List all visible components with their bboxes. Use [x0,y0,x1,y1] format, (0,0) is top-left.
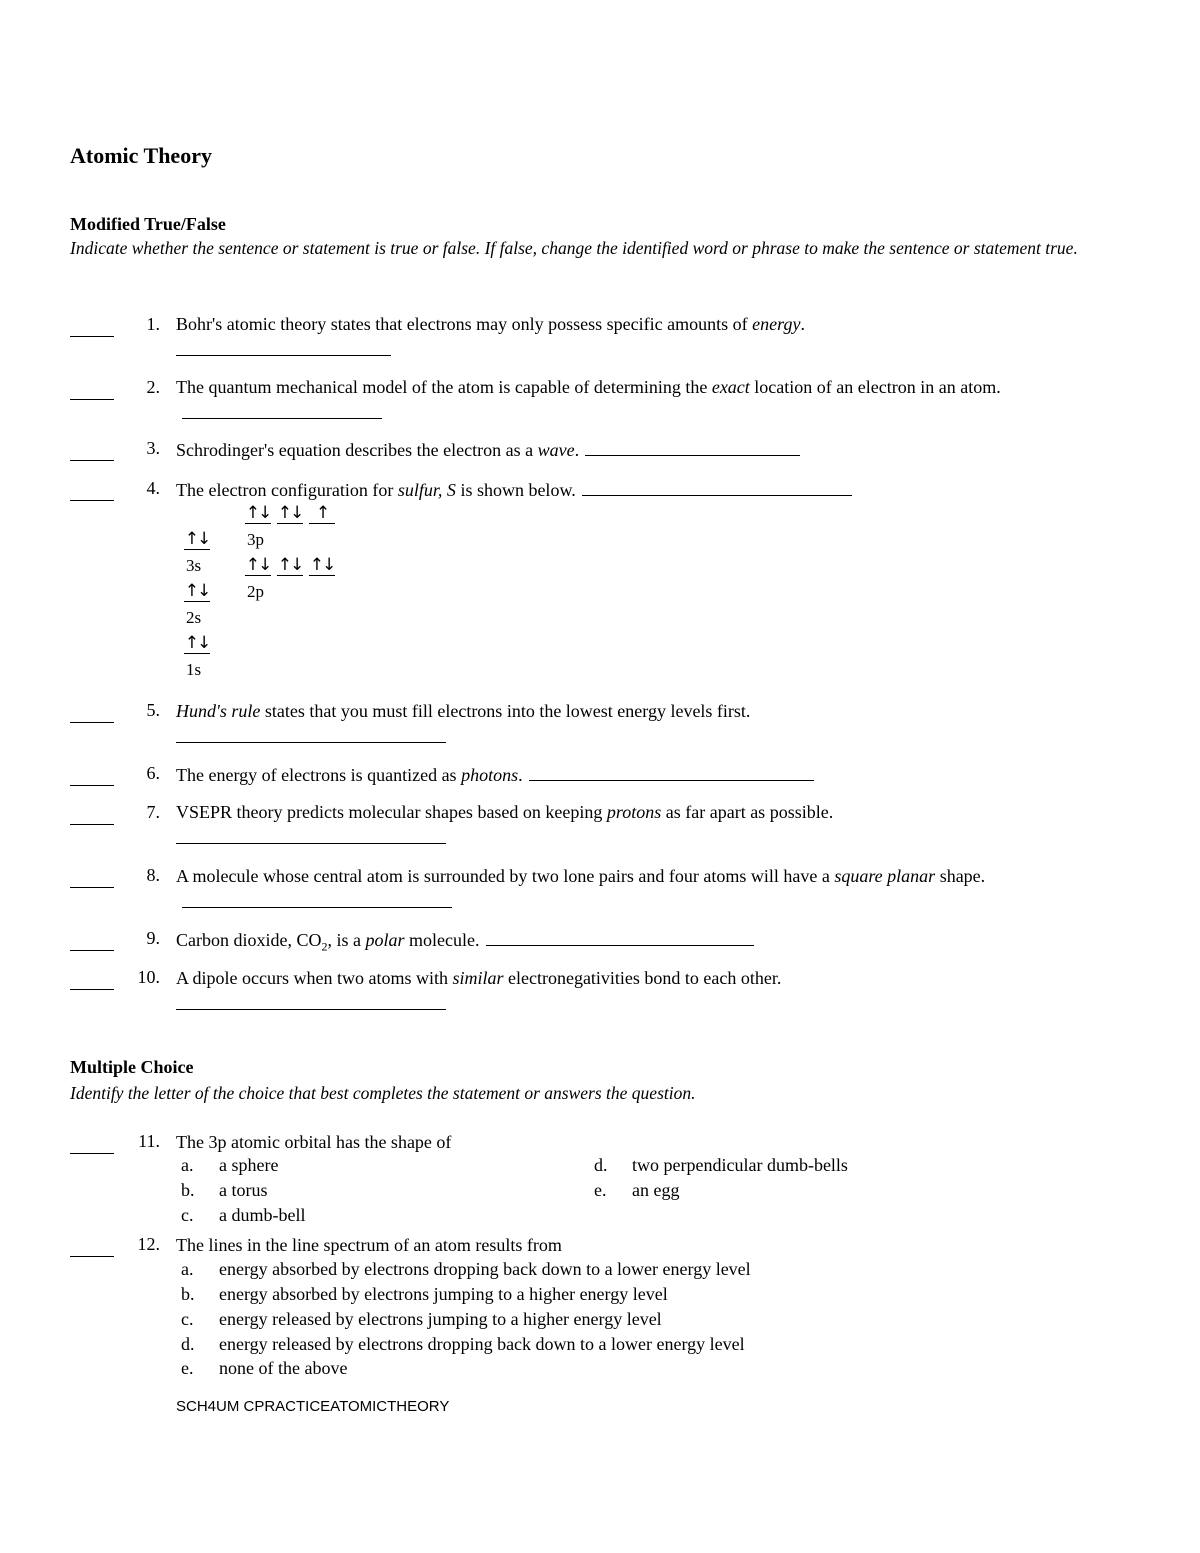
orbital-2p-label: 2p [247,582,264,601]
option-12e[interactable]: e. none of the above [181,1358,348,1378]
answer-blank-11[interactable] [70,1133,114,1154]
correction-blank-6[interactable] [529,762,814,781]
answer-blank-3[interactable] [70,440,114,461]
page-title: Atomic Theory [70,143,212,168]
question-number: 1. [146,314,160,334]
orbital-3p-label: 3p [247,530,264,549]
answer-blank-9[interactable] [70,930,114,951]
orbital-1s-label: 1s [186,660,202,679]
answer-blank-7[interactable] [70,804,114,825]
orbital-3s-label: 3s [186,556,202,575]
correction-blank-8[interactable] [182,889,452,908]
answer-blank-4[interactable] [70,480,114,501]
orbital-3p-boxes: ↑↓ ↑↓ ↑ [245,503,341,524]
question-7: VSEPR theory predicts molecular shapes based on keeping protons as far apart as possible. [176,800,1126,851]
question-4: The electron configuration for sulfur, S is shown below. [176,477,1126,503]
question-3: Schrodinger's equation describes the electron as a wave. [176,437,1126,463]
question-6: The energy of electrons is quantized as photons. [176,762,1126,788]
question-10: A dipole occurs when two atoms with similar electronegativities bond to each other. [176,966,1126,1017]
correction-blank-9[interactable] [486,927,754,946]
answer-blank-8[interactable] [70,867,114,888]
option-12c[interactable]: c. energy released by electrons jumping to a higher energy level [181,1309,662,1329]
question-number: 5. [146,700,160,720]
question-2: The quantum mechanical model of the atom is capable of determining the exact location of an electron in an atom. [176,375,1126,426]
question-12: The lines in the line spectrum of an atom results from [176,1235,562,1255]
tf-section-heading: Modified True/False [70,214,226,234]
question-number: 3. [146,438,160,458]
option-12b[interactable]: b. energy absorbed by electrons jumping to a higher energy level [181,1284,668,1304]
correction-blank-7[interactable] [176,825,446,844]
footer-code: SCH4UM CPRACTICEATOMICTHEORY [176,1398,450,1415]
orbital-3s-box: ↑↓ [184,529,210,549]
answer-blank-1[interactable] [70,316,114,337]
question-number: 4. [146,478,160,498]
tf-instructions: Indicate whether the sentence or statement is true or false. If false, change the identified word or phrase to make the sentence or statement true. [70,238,1078,258]
orbital-1s-box: ↑↓ [184,633,210,653]
mc-section-heading: Multiple Choice [70,1057,194,1077]
question-8: A molecule whose central atom is surrounded by two lone pairs and four atoms will have a square planar shape. [176,864,1126,915]
option-11b[interactable]: b. a torus [181,1180,268,1200]
correction-blank-3[interactable] [585,437,800,456]
question-number: 2. [146,377,160,397]
answer-blank-6[interactable] [70,765,114,786]
correction-blank-4[interactable] [582,477,852,496]
option-11c[interactable]: c. a dumb-bell [181,1205,306,1225]
question-number: 7. [146,802,160,822]
answer-blank-12[interactable] [70,1236,114,1257]
correction-blank-1[interactable] [176,337,391,356]
option-11a[interactable]: a. a sphere [181,1155,279,1175]
option-11e[interactable]: e. an egg [594,1180,680,1200]
answer-blank-5[interactable] [70,702,114,723]
orbital-2s-label: 2s [186,608,202,627]
mc-instructions: Identify the letter of the choice that best completes the statement or answers the question. [70,1083,696,1103]
correction-blank-5[interactable] [176,724,446,743]
orbital-2p-boxes: ↑↓ ↑↓ ↑↓ [245,555,335,575]
question-number: 10. [137,967,160,987]
question-11: The 3p atomic orbital has the shape of [176,1132,452,1152]
question-number: 9. [146,928,160,948]
option-11d[interactable]: d. two perpendicular dumb-bells [594,1155,848,1175]
orbital-2s-box: ↑↓ [184,581,210,601]
answer-blank-2[interactable] [70,379,114,400]
option-12d[interactable]: d. energy released by electrons dropping back down to a lower energy level [181,1334,745,1354]
question-9: Carbon dioxide, $CO_2$, is a polar molecule. [176,927,1126,960]
question-number: 6. [146,763,160,783]
question-number: 11. [138,1131,160,1151]
question-5: Hund's rule states that you must fill electrons into the lowest energy levels first. [176,699,1126,750]
question-number: 8. [146,865,160,885]
question-1: Bohr's atomic theory states that electrons may only possess specific amounts of energy. [176,312,1126,363]
correction-blank-2[interactable] [182,400,382,419]
option-12a[interactable]: a. energy absorbed by electrons dropping back down to a lower energy level [181,1259,751,1279]
answer-blank-10[interactable] [70,969,114,990]
correction-blank-10[interactable] [176,991,446,1010]
question-number: 12. [137,1234,160,1254]
